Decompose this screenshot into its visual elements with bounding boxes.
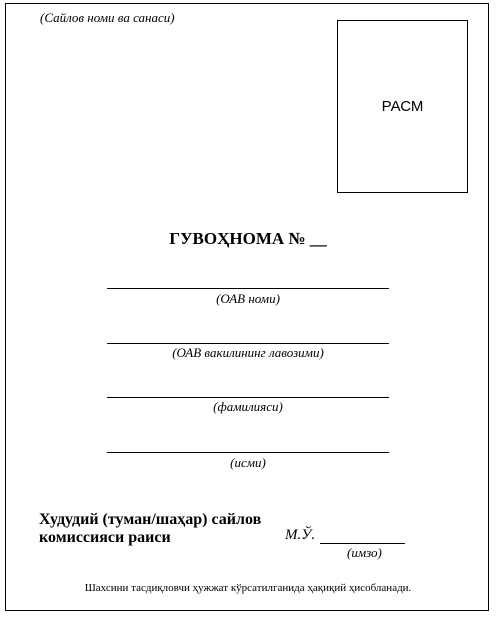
media-name-line — [107, 288, 389, 289]
name-line — [107, 452, 389, 453]
media-name-caption: (ОАВ номи) — [216, 291, 280, 306]
elections-caption: (Сайлов номи ва санаси) — [40, 10, 175, 25]
position-caption: (ОАВ вакилининг лавозими) — [172, 345, 324, 360]
seal-place: М.Ў. — [285, 527, 316, 543]
position-line — [107, 343, 389, 344]
photo-label: РАСМ — [381, 98, 424, 115]
certificate-title: ГУВОҲНОМА № __ — [169, 229, 327, 248]
validity-note: Шахсини тасдиқловчи ҳужжат кўрсатилганида ҳақиқий ҳисобланади. — [84, 582, 412, 594]
chairman-title-line-2: комиссияси раиси — [39, 529, 171, 546]
chairman-title-line-1: Худудий (туман/шаҳар) сайлов — [39, 511, 262, 528]
surname-caption: (фамилияси) — [213, 399, 283, 414]
name-caption: (исми) — [230, 455, 266, 470]
surname-line — [107, 397, 389, 398]
signature-line — [320, 543, 405, 544]
photo-placeholder — [337, 20, 468, 193]
signature-caption: (имзо) — [347, 545, 382, 560]
chairman-title — [39, 511, 261, 547]
